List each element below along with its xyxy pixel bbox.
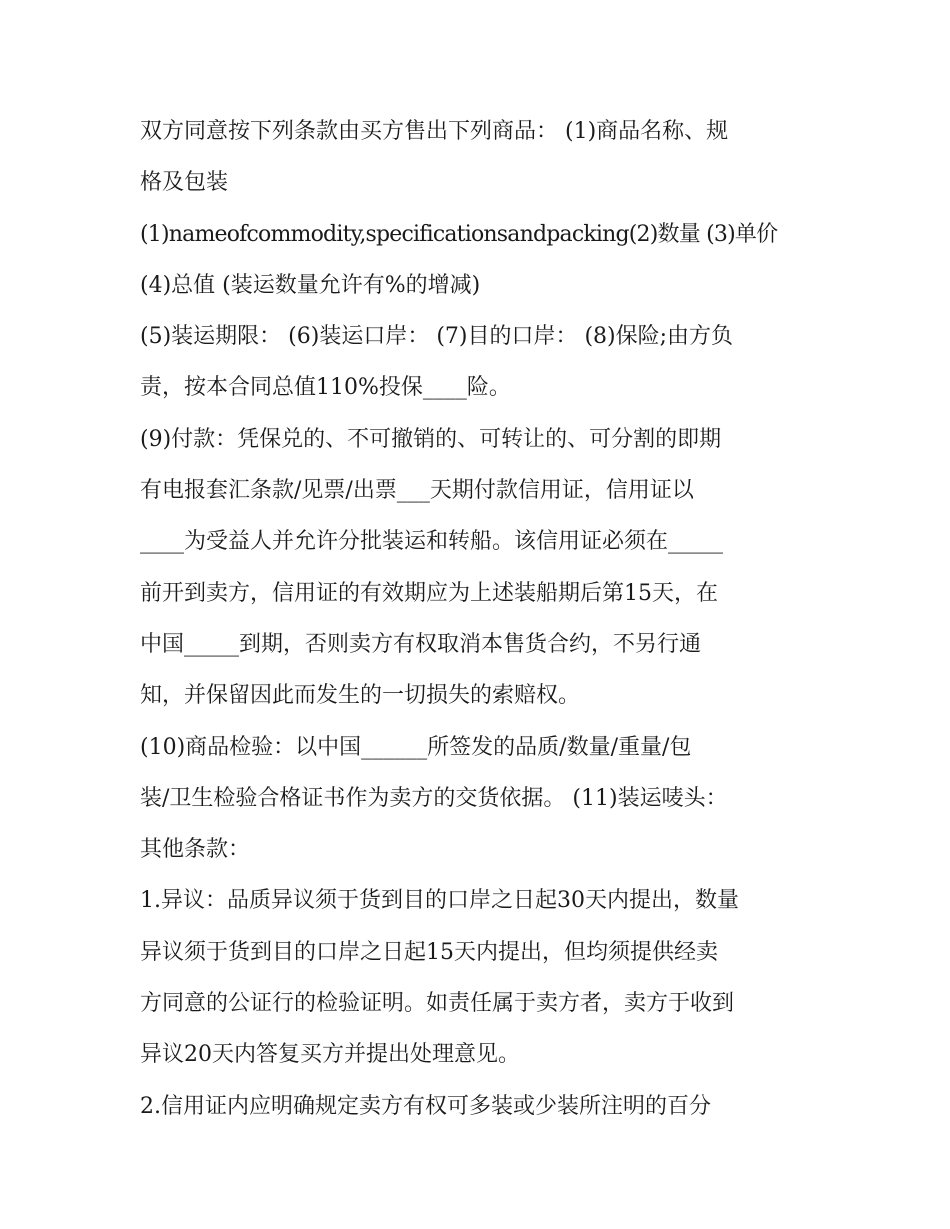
text-line: (1)nameofcommodity,specificationsandpacking(2)数量 (3)单价 <box>140 221 778 247</box>
text-line: 装/卫生检验合格证书作为卖方的交货依据。 (11)装运唛头： <box>140 785 728 811</box>
text-line: 异议须于货到目的口岸之日起15天内提出，但均须提供经卖 <box>140 939 718 965</box>
text-line: (10)商品检验：以中国______所签发的品质/数量/重量/包 <box>140 734 692 760</box>
text-line: 方同意的公证行的检验证明。如责任属于卖方者，卖方于收到 <box>140 991 735 1017</box>
text-line: ____为受益人并允许分批装运和转船。该信用证必须在_____ <box>140 529 724 555</box>
text-line: 格及包装 <box>140 170 229 196</box>
text-line: 前开到卖方，信用证的有效期应为上述装船期后第15天，在 <box>140 580 718 606</box>
contract-body <box>140 106 820 1132</box>
text-line: (4)总值 (装运数量允许有%的增减) <box>140 272 481 298</box>
text-line: (5)装运期限： (6)装运口岸： (7)目的口岸： (8)保险;由方负 <box>140 324 734 350</box>
text-line: 2.信用证内应明确规定卖方有权可多装或少装所注明的百分 <box>140 1093 711 1119</box>
text-line: 其他条款： <box>140 837 251 863</box>
text-line: 责，按本合同总值110%投保____险。 <box>140 375 511 401</box>
text-line: 知，并保留因此而发生的一切损失的索赔权。 <box>140 683 581 709</box>
text-line: 有电报套汇条款/见票/出票___天期付款信用证，信用证以 <box>140 478 694 504</box>
text-line: 双方同意按下列条款由买方售出下列商品： (1)商品名称、规 <box>140 119 729 144</box>
text-line: (9)付款：凭保兑的、不可撤销的、可转让的、可分割的即期 <box>140 426 722 452</box>
text-line: 中国_____到期，否则卖方有权取消本售货合约，不另行通 <box>140 631 702 657</box>
text-line: 异议20天内答复买方并提出处理意见。 <box>140 1042 520 1068</box>
text-line: 1.异议：品质异议须于货到目的口岸之日起30天内提出，数量 <box>140 888 739 914</box>
